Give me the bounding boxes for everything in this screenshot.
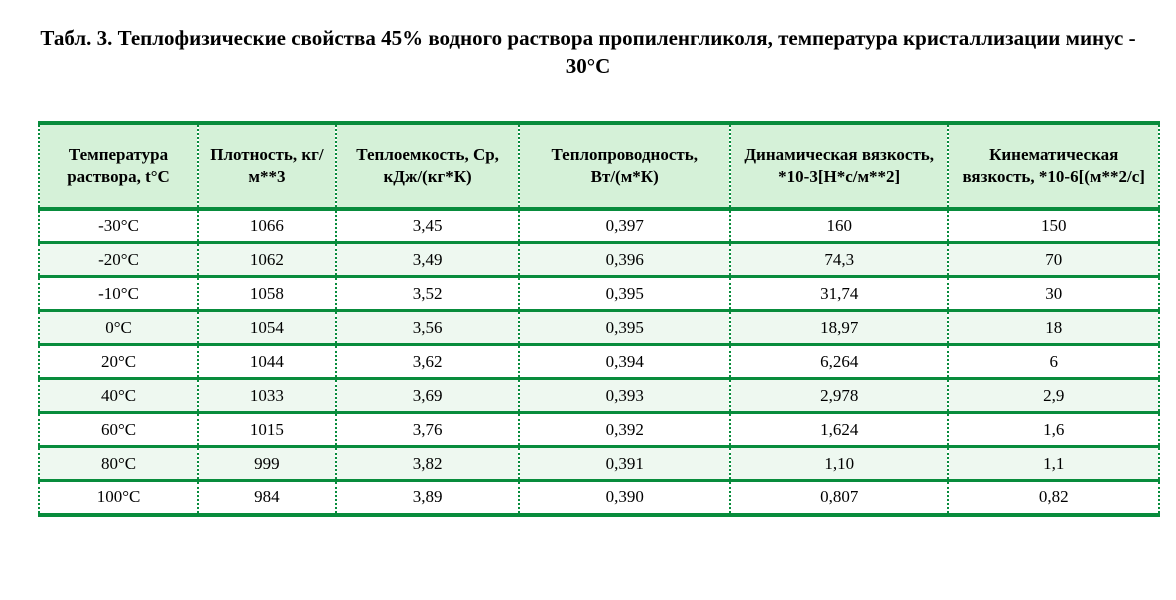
table-cell: 999 xyxy=(198,447,336,481)
table-cell: 2,978 xyxy=(730,379,948,413)
table-cell: 0,82 xyxy=(948,481,1159,515)
table-cell: 1044 xyxy=(198,345,336,379)
table-row xyxy=(39,481,1159,515)
table-cell: 3,52 xyxy=(336,277,520,311)
table-cell: 1,6 xyxy=(948,413,1159,447)
column-header: Динамическая вязкость, *10-3[Н*с/м**2] xyxy=(730,123,948,209)
table-row xyxy=(39,277,1159,311)
table-cell: 20°С xyxy=(100,351,137,371)
table-cell: 3,56 xyxy=(336,311,520,345)
table-cell: 3,89 xyxy=(336,481,520,515)
column-header: Температура раствора, t°С xyxy=(67,144,170,186)
table-row xyxy=(39,345,1159,379)
table-cell: 70 xyxy=(948,243,1159,277)
table-cell: 150 xyxy=(948,209,1159,243)
table-cell: 0,393 xyxy=(519,379,730,413)
table-cell: -10°С xyxy=(98,283,139,303)
table-cell: 0,395 xyxy=(519,277,730,311)
table-cell: 31,74 xyxy=(730,277,948,311)
table-cell: 1,1 xyxy=(948,447,1159,481)
table-cell: 6,264 xyxy=(730,345,948,379)
table-row xyxy=(39,447,1159,481)
table-cell: 1058 xyxy=(198,277,336,311)
table-cell: 0,395 xyxy=(519,311,730,345)
column-header: Кинематическая вязкость, *10-6[(м**2/с] xyxy=(948,123,1159,209)
table-cell: 0,392 xyxy=(519,413,730,447)
table-cell: 18 xyxy=(948,311,1159,345)
table-cell: 0,807 xyxy=(730,481,948,515)
table-cell: 6 xyxy=(948,345,1159,379)
table-cell: 3,49 xyxy=(336,243,520,277)
table-cell: 3,76 xyxy=(336,413,520,447)
table-cell: 2,9 xyxy=(948,379,1159,413)
table-cell: -20°С xyxy=(98,249,139,269)
table-cell: 74,3 xyxy=(730,243,948,277)
table-cell: 3,82 xyxy=(336,447,520,481)
thermophysical-properties-table xyxy=(38,121,1160,517)
document-page xyxy=(0,24,1176,600)
table-cell: 18,97 xyxy=(730,311,948,345)
table-row xyxy=(39,209,1159,243)
table-cell: 1,10 xyxy=(730,447,948,481)
table-cell: 100°С xyxy=(96,487,141,507)
table-cell: 1033 xyxy=(198,379,336,413)
table-cell: 60°С xyxy=(100,419,137,439)
column-header: Теплоемкость, Ср, кДж/(кг*К) xyxy=(336,123,520,209)
table-cell: 1062 xyxy=(198,243,336,277)
table-row xyxy=(39,311,1159,345)
table-cell: 1054 xyxy=(198,311,336,345)
table-cell: 0,396 xyxy=(519,243,730,277)
table-cell: 984 xyxy=(198,481,336,515)
table-cell: 0°С xyxy=(105,317,132,337)
table-cell: 0,394 xyxy=(519,345,730,379)
table-row xyxy=(39,413,1159,447)
table-cell: 3,62 xyxy=(336,345,520,379)
table-cell: 0,397 xyxy=(519,209,730,243)
table-row xyxy=(39,243,1159,277)
table-cell: 0,390 xyxy=(519,481,730,515)
table-cell: -30°С xyxy=(98,215,139,235)
table-cell: 1,624 xyxy=(730,413,948,447)
table-row xyxy=(39,379,1159,413)
table-cell: 3,69 xyxy=(336,379,520,413)
table-cell: 80°С xyxy=(100,453,137,473)
table-cell: 1066 xyxy=(198,209,336,243)
column-header: Плотность, кг/м**3 xyxy=(198,123,336,209)
table-cell: 1015 xyxy=(198,413,336,447)
table-header-row xyxy=(39,123,1159,209)
table-cell: 160 xyxy=(730,209,948,243)
table-cell: 30 xyxy=(948,277,1159,311)
page-title: Табл. 3. Теплофизические свойства 45% водного раствора пропиленгликоля, температура кристаллизации минус - 30°С xyxy=(40,26,1136,79)
table-cell: 40°С xyxy=(100,385,137,405)
table-cell: 0,391 xyxy=(519,447,730,481)
column-header: Теплопроводность, Вт/(м*К) xyxy=(519,123,730,209)
table-cell: 3,45 xyxy=(336,209,520,243)
